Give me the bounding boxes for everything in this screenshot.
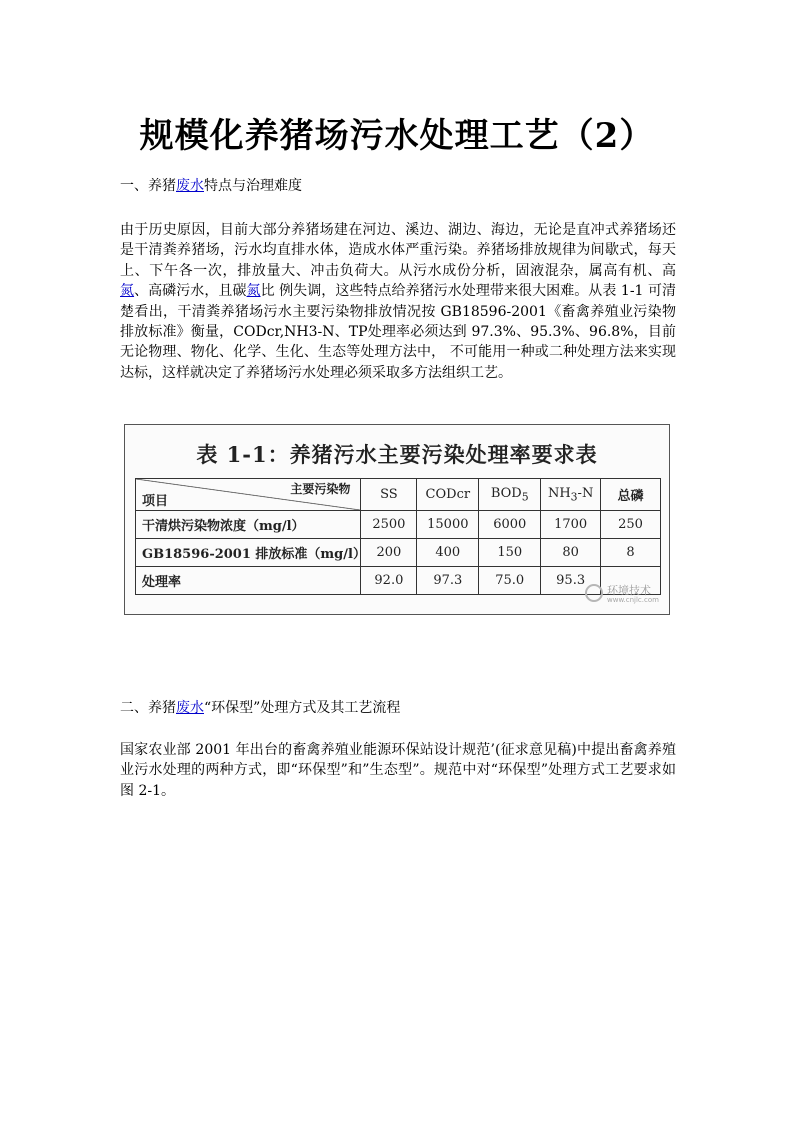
table-corner-cell <box>136 479 361 511</box>
table-cell: 200 <box>361 539 417 567</box>
wastewater-link-2[interactable]: 废水 <box>176 700 204 716</box>
section-2-heading-text: 二、养猪 <box>120 700 176 716</box>
watermark <box>585 582 663 608</box>
table-cell: 1700 <box>541 511 601 539</box>
row-label: GB18596-2001 排放标准（mg/l） <box>136 539 361 567</box>
table-cell: 97.3 <box>417 567 479 595</box>
table-row <box>136 539 661 567</box>
column-header-bod <box>479 479 541 511</box>
column-header-bod-sub: 5 <box>521 490 529 504</box>
table-cell: 95.3 <box>541 567 601 595</box>
table-cell: 8 <box>601 539 661 567</box>
nitrogen-link-2[interactable]: 氮 <box>246 283 261 300</box>
column-header-nh-sub: 3 <box>570 490 578 504</box>
pollutant-table-image <box>124 424 670 615</box>
table-cell: 92.0 <box>361 567 417 595</box>
table-row <box>136 511 661 539</box>
table-cell: 75.0 <box>479 567 541 595</box>
watermark-logo-icon <box>585 584 603 602</box>
table-cell: 400 <box>417 539 479 567</box>
table-row <box>136 567 661 595</box>
table-cell: 15000 <box>417 511 479 539</box>
wastewater-link[interactable]: 废水 <box>176 178 204 194</box>
section-2-heading <box>120 698 680 718</box>
section-1-heading <box>120 176 680 196</box>
corner-label-item: 项目 <box>142 494 169 509</box>
column-header-nh-rest: -N <box>577 485 594 501</box>
column-header-bod-text: BOD <box>490 485 522 501</box>
page-title: 规模化养猪场污水处理工艺（2） <box>139 116 655 156</box>
table-cell: 250 <box>601 511 661 539</box>
paragraph-text-2: 、高磷污水，且碳 <box>134 283 247 300</box>
table-cell: 6000 <box>479 511 541 539</box>
table-header-row <box>136 479 661 511</box>
watermark-url: www.cnjlc.com <box>607 596 659 604</box>
pollutant-table <box>135 478 661 595</box>
table-caption: 表 1-1：养猪污水主要污染处理率要求表 <box>196 442 598 467</box>
row-label: 处理率 <box>136 567 361 595</box>
section-2-paragraph: 国家农业部 2001 年出台的畜禽养殖业能源环保站设计规范’(征求意见稿)中提出畜禽养殖业污水处理的两种方式，即“环保型”和”生态型”。规范中对“环保型”处理方式工艺要求如图 2-1。 <box>120 742 676 799</box>
column-header-nh-text: NH <box>547 485 571 501</box>
table-cell: 2500 <box>361 511 417 539</box>
table-cell: 150 <box>479 539 541 567</box>
section-2-heading-rest: “环保型”处理方式及其工艺流程 <box>204 700 401 716</box>
column-header-codcr: CODcr <box>417 479 479 511</box>
corner-label-pollutant: 主要污染物 <box>290 482 351 496</box>
paragraph-text-1: 由于历史原因，目前大部分养猪场建在河边、溪边、湖边、海边，无论是直冲式养猪场还是干清粪养猪场，污水均直排水体，造成水体严重污染。养猪场排放规律为间歇式，每天上、下午各一次，排放量大、冲击负荷大。从污水成份分析，固液混杂，属高有机、高 <box>120 222 676 279</box>
table-cell: 80 <box>541 539 601 567</box>
section-1-heading-text: 一、养猪 <box>120 178 176 194</box>
paragraph-text-3: 比 例失调，这些特点给养猪污水处理带来很大困难。从表 1-1 可清楚看出，干清粪养猪场污水主要污染物排放情况按 GB18596-2001《畜禽养殖业污染物 排放标准》衡量，CODcr,NH3-N、TP处理率必须达到 97.3%、95.3%、96.8%，目前无论物理、物化、化学、生化、生态等处理方法中， 不可能用一种或二种处理方法来实现达标，这样就决定了养猪场污水处理必须采取多方法组织工艺。 <box>120 283 677 381</box>
column-header-total-phosphorus: 总磷 <box>601 479 661 511</box>
watermark-text: 环境技术 <box>607 584 651 597</box>
column-header-ss: SS <box>361 479 417 511</box>
column-header-nh3n <box>541 479 601 511</box>
section-1-paragraph <box>120 220 676 383</box>
nitrogen-link[interactable]: 氮 <box>120 283 135 300</box>
section-1-heading-rest: 特点与治理难度 <box>204 178 302 194</box>
row-label: 干清烘污染物浓度（mg/l） <box>136 511 361 539</box>
